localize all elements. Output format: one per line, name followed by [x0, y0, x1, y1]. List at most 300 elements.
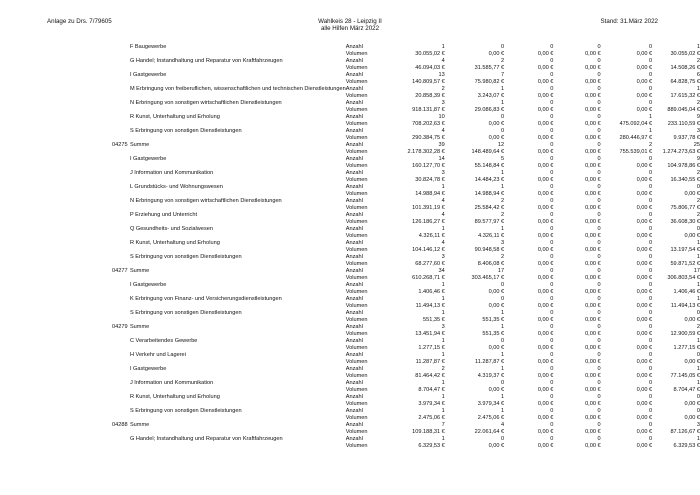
- value-cell: 77.145,05 €: [670, 373, 700, 379]
- table-row: [112, 205, 700, 212]
- value-cell: 0: [649, 212, 653, 218]
- value-cell: 9: [696, 114, 700, 120]
- district-code: [112, 338, 130, 345]
- value-cell: 148.489,64 €: [471, 149, 505, 155]
- value-cell: 0,00 €: [636, 331, 653, 337]
- value-cell: 75.806,77 €: [670, 205, 700, 211]
- value-cell: 17: [497, 268, 505, 274]
- district-code: [112, 359, 130, 366]
- value-cell: 0: [696, 226, 700, 232]
- value-cell: 0: [649, 422, 653, 428]
- value-cell: 109.188,31 €: [412, 429, 445, 435]
- value-cell: 0: [550, 296, 554, 302]
- table-row: [112, 352, 700, 359]
- value-cell: 0: [649, 338, 653, 344]
- value-cell: 1: [696, 44, 700, 50]
- table-row: [112, 359, 700, 366]
- measure-kind: Anzahl: [345, 296, 363, 302]
- district-code: [112, 212, 130, 219]
- district-code: [112, 415, 130, 422]
- value-cell: 0,00 €: [636, 191, 653, 197]
- value-cell: 25: [693, 142, 700, 148]
- value-cell: 0: [550, 72, 554, 78]
- district-code: 04277: [112, 268, 128, 274]
- value-cell: 4.319,37 €: [477, 373, 505, 379]
- table-row: [112, 401, 700, 408]
- value-cell: 104.146,12 €: [412, 247, 445, 253]
- title-line-1: Wahlkeis 28 - Leipzig II: [318, 18, 382, 25]
- value-cell: 3: [696, 128, 700, 134]
- value-cell: 0,00 €: [585, 303, 601, 309]
- district-code: [112, 317, 130, 324]
- value-cell: 0,00 €: [537, 191, 554, 197]
- value-cell: 0,00 €: [636, 177, 653, 183]
- measure-kind: Volumen: [345, 149, 368, 155]
- sector-label: N Erbringung von sonstigen wirtschaftlichen Dienstleistungen: [129, 198, 282, 204]
- value-cell: 8.704,47 €: [418, 387, 445, 393]
- measure-kind: Anzahl: [345, 128, 363, 134]
- value-cell: 0,00 €: [537, 135, 554, 141]
- value-cell: 0: [550, 100, 554, 106]
- measure-kind: Volumen: [345, 331, 368, 337]
- measure-kind: Anzahl: [345, 254, 363, 260]
- measure-kind: Anzahl: [345, 58, 363, 64]
- value-cell: 3.243,07 €: [477, 93, 505, 99]
- value-cell: 0,00 €: [585, 387, 601, 393]
- value-cell: 0: [550, 254, 554, 260]
- value-cell: 0,00 €: [585, 247, 601, 253]
- district-code: 04275: [112, 142, 128, 148]
- document-title: [0, 18, 700, 33]
- district-code: [112, 135, 130, 142]
- district-code: [112, 282, 130, 289]
- value-cell: 708.202,63 €: [412, 121, 445, 127]
- value-cell: 1: [441, 380, 445, 386]
- measure-kind: Volumen: [345, 205, 368, 211]
- measure-kind: Anzahl: [345, 184, 363, 190]
- value-cell: 0,00 €: [585, 443, 601, 449]
- table-row: [112, 261, 700, 268]
- value-cell: 0,00 €: [585, 219, 601, 225]
- value-cell: 0,00 €: [636, 275, 653, 281]
- value-cell: 17.615,32 €: [670, 93, 700, 99]
- value-cell: 0: [649, 436, 653, 442]
- measure-kind: Anzahl: [345, 226, 363, 232]
- table-row: [112, 289, 700, 296]
- sector-label: [130, 51, 346, 58]
- district-code: [112, 352, 130, 359]
- value-cell: 25.584,42 €: [474, 205, 505, 211]
- value-cell: 0: [550, 352, 554, 358]
- value-cell: 13: [438, 72, 445, 78]
- measure-kind: Volumen: [345, 303, 368, 309]
- value-cell: 0: [550, 422, 554, 428]
- table-row: [112, 408, 700, 415]
- value-cell: 0,00 €: [537, 121, 554, 127]
- value-cell: 0: [550, 226, 554, 232]
- value-cell: 889.045,04 €: [667, 107, 700, 113]
- value-cell: 0: [597, 170, 601, 176]
- measure-kind: Anzahl: [345, 170, 363, 176]
- value-cell: 0,00 €: [585, 163, 601, 169]
- district-code: [112, 387, 130, 394]
- value-cell: 14.508,26 €: [670, 65, 700, 71]
- value-cell: 0,00 €: [537, 317, 554, 323]
- value-cell: 0: [550, 58, 554, 64]
- value-cell: 0: [501, 114, 505, 120]
- sector-label: Summe: [129, 268, 150, 274]
- value-cell: 9: [696, 156, 700, 162]
- district-code: [112, 296, 130, 303]
- value-cell: 0,00 €: [585, 359, 601, 365]
- table-row: [112, 331, 700, 338]
- value-cell: 0,00 €: [585, 149, 601, 155]
- value-cell: 0: [649, 282, 653, 288]
- value-cell: 9.937,78 €: [673, 135, 700, 141]
- table-row: [112, 366, 700, 373]
- sector-label: S Erbringung von sonstigen Dienstleistungen: [129, 408, 242, 414]
- sector-label: I Gastgewerbe: [129, 282, 167, 288]
- value-cell: 16.340,55 €: [670, 177, 700, 183]
- value-cell: 11.494,13 €: [415, 303, 445, 309]
- value-cell: 0: [550, 380, 554, 386]
- value-cell: 8.406,08 €: [477, 261, 505, 267]
- value-cell: 6: [696, 72, 700, 78]
- value-cell: 0: [649, 324, 653, 330]
- value-cell: 2: [441, 366, 445, 372]
- sector-label: [130, 121, 346, 128]
- district-code: [112, 86, 130, 93]
- aid-table-body: [112, 44, 700, 450]
- aid-table: [112, 44, 700, 450]
- value-cell: 0: [597, 128, 601, 134]
- value-cell: 7: [441, 422, 445, 428]
- sector-label: [130, 233, 346, 240]
- value-cell: 0: [696, 310, 700, 316]
- sector-label: J Information und Kommunikation: [129, 170, 214, 176]
- value-cell: 0,00 €: [684, 415, 700, 421]
- measure-kind: Anzahl: [345, 338, 363, 344]
- district-code: [112, 240, 130, 247]
- value-cell: 1: [696, 296, 700, 302]
- value-cell: 551,35 €: [482, 317, 505, 323]
- district-code: 04288: [112, 422, 128, 428]
- district-code: [112, 149, 130, 156]
- sector-label: L Grundstücks- und Wohnungswesen: [129, 184, 223, 190]
- sector-label: Summe: [129, 142, 150, 148]
- table-row: [112, 226, 700, 233]
- value-cell: 14.988,94 €: [474, 191, 505, 197]
- measure-kind: Volumen: [345, 359, 368, 365]
- district-code: [112, 289, 130, 296]
- value-cell: 1: [696, 380, 700, 386]
- value-cell: 0,00 €: [537, 289, 554, 295]
- value-cell: 1: [696, 86, 700, 92]
- sector-label: [130, 107, 346, 114]
- district-code: [112, 205, 130, 212]
- value-cell: 4.326,11 €: [418, 233, 445, 239]
- value-cell: 551,35 €: [482, 331, 505, 337]
- value-cell: 64.828,75 €: [670, 79, 700, 85]
- value-cell: 3: [696, 422, 700, 428]
- value-cell: 0: [550, 240, 554, 246]
- sector-label: R Kunst, Unterhaltung und Erholung: [129, 240, 220, 246]
- table-row: [112, 170, 700, 177]
- value-cell: 46.094,03 €: [415, 65, 445, 71]
- value-cell: 4: [501, 422, 505, 428]
- value-cell: 0,00 €: [636, 205, 653, 211]
- table-row: [112, 317, 700, 324]
- value-cell: 8.704,47 €: [673, 387, 700, 393]
- table-row: [112, 191, 700, 198]
- measure-kind: Anzahl: [345, 114, 363, 120]
- sector-label: [130, 219, 346, 226]
- district-code: [112, 380, 130, 387]
- sector-label: [130, 289, 346, 296]
- value-cell: 1: [696, 338, 700, 344]
- measure-kind: Volumen: [345, 373, 368, 379]
- district-code: [112, 79, 130, 86]
- value-cell: 0: [501, 282, 505, 288]
- value-cell: 0,00 €: [636, 93, 653, 99]
- document-reference: Anlage zu Drs. 7/79605: [47, 18, 112, 25]
- value-cell: 0: [696, 352, 700, 358]
- value-cell: 17: [693, 268, 700, 274]
- value-cell: 0: [597, 114, 601, 120]
- table-row: [112, 65, 700, 72]
- value-cell: 0,00 €: [537, 79, 554, 85]
- district-code: [112, 429, 130, 436]
- value-cell: 29.086,83 €: [474, 107, 505, 113]
- table-row: [112, 149, 700, 156]
- measure-kind: Anzahl: [345, 380, 363, 386]
- measure-kind: Volumen: [345, 219, 368, 225]
- value-cell: 0: [649, 310, 653, 316]
- value-cell: 4: [441, 128, 445, 134]
- value-cell: 1: [501, 310, 505, 316]
- table-row: [112, 156, 700, 163]
- value-cell: 0: [597, 366, 601, 372]
- value-cell: 0,00 €: [636, 51, 653, 57]
- table-row: [112, 394, 700, 401]
- sector-label: [130, 163, 346, 170]
- value-cell: 0,00 €: [636, 219, 653, 225]
- table-row: [112, 219, 700, 226]
- district-code: [112, 93, 130, 100]
- table-row: [112, 72, 700, 79]
- measure-kind: Anzahl: [345, 352, 363, 358]
- value-cell: 0: [649, 380, 653, 386]
- value-cell: 4: [441, 240, 445, 246]
- value-cell: 0: [597, 436, 601, 442]
- table-row: [112, 44, 700, 51]
- measure-kind: Volumen: [345, 415, 368, 421]
- value-cell: 10: [438, 114, 445, 120]
- measure-kind: Volumen: [345, 65, 368, 71]
- value-cell: 551,35 €: [423, 317, 445, 323]
- sector-label: [130, 149, 346, 156]
- table-row: [112, 86, 700, 93]
- value-cell: 0,00 €: [585, 205, 601, 211]
- measure-kind: Volumen: [345, 289, 368, 295]
- district-code: [112, 443, 130, 450]
- sector-label: [130, 387, 346, 394]
- value-cell: 0: [649, 170, 653, 176]
- district-code: [112, 261, 130, 268]
- value-cell: 1: [441, 408, 445, 414]
- district-code: [112, 198, 130, 205]
- sector-label: K Erbringung von Finanz- und Versicherungsdienstleistungen: [129, 296, 282, 302]
- value-cell: 0: [696, 394, 700, 400]
- measure-kind: Volumen: [345, 79, 368, 85]
- value-cell: 0: [501, 128, 505, 134]
- value-cell: 1.406,46 €: [673, 289, 700, 295]
- measure-kind: Anzahl: [345, 72, 363, 78]
- value-cell: 2: [696, 324, 700, 330]
- value-cell: 1: [696, 436, 700, 442]
- measure-kind: Anzahl: [345, 44, 363, 50]
- measure-kind: Anzahl: [345, 282, 363, 288]
- sector-label: G Handel; Instandhaltung und Reparatur von Kraftfahrzeugen: [129, 58, 283, 64]
- value-cell: 22.061,64 €: [474, 429, 505, 435]
- value-cell: 6.329,53 €: [673, 443, 700, 449]
- value-cell: 0: [597, 254, 601, 260]
- district-code: [112, 366, 130, 373]
- district-code: [112, 226, 130, 233]
- sector-label: Q Gesundheits- und Sozialwesen: [129, 226, 213, 232]
- value-cell: 0,00 €: [537, 163, 554, 169]
- value-cell: 0: [597, 352, 601, 358]
- sector-label: [130, 317, 346, 324]
- sector-label: Summe: [129, 324, 150, 330]
- value-cell: 6.329,53 €: [418, 443, 445, 449]
- district-code: [112, 247, 130, 254]
- value-cell: 30.055,02 €: [415, 51, 445, 57]
- sector-label: G Handel; Instandhaltung und Reparatur von Kraftfahrzeugen: [129, 436, 283, 442]
- value-cell: 0,00 €: [537, 275, 554, 281]
- value-cell: 0,00 €: [636, 79, 653, 85]
- sector-label: [130, 359, 346, 366]
- value-cell: 1: [441, 436, 445, 442]
- sector-label: [130, 331, 346, 338]
- value-cell: 2.475,06 €: [477, 415, 505, 421]
- table-row: [112, 100, 700, 107]
- value-cell: 0,00 €: [636, 387, 653, 393]
- value-cell: 101.391,19 €: [412, 205, 445, 211]
- value-cell: 0: [550, 408, 554, 414]
- value-cell: 0: [501, 436, 505, 442]
- value-cell: 1.277,15 €: [673, 345, 700, 351]
- value-cell: 1.277,15 €: [418, 345, 445, 351]
- value-cell: 0: [649, 72, 653, 78]
- value-cell: 303.465,17 €: [471, 275, 505, 281]
- sector-label: [130, 275, 346, 282]
- table-row: [112, 380, 700, 387]
- value-cell: 610.268,71 €: [412, 275, 445, 281]
- value-cell: 0,00 €: [585, 275, 601, 281]
- value-cell: 0: [649, 58, 653, 64]
- sector-label: [130, 205, 346, 212]
- table-row: [112, 58, 700, 65]
- value-cell: 11.494,13 €: [670, 303, 700, 309]
- value-cell: 3.979,34 €: [418, 401, 445, 407]
- value-cell: 13.197,54 €: [670, 247, 700, 253]
- sector-label: [130, 415, 346, 422]
- value-cell: 1: [441, 338, 445, 344]
- measure-kind: Anzahl: [345, 324, 363, 330]
- table-row: [112, 142, 700, 149]
- value-cell: 0: [649, 366, 653, 372]
- district-code: [112, 394, 130, 401]
- table-row: [112, 303, 700, 310]
- district-code: [112, 233, 130, 240]
- value-cell: 0,00 €: [636, 345, 653, 351]
- district-code: [112, 107, 130, 114]
- value-cell: 104.978,86 €: [667, 163, 700, 169]
- measure-kind: Volumen: [345, 247, 368, 253]
- value-cell: 0,00 €: [585, 289, 601, 295]
- value-cell: 1: [441, 310, 445, 316]
- measure-kind: Volumen: [345, 317, 368, 323]
- measure-kind: Anzahl: [345, 212, 363, 218]
- value-cell: 1.274.273,63 €: [662, 149, 700, 155]
- district-code: [112, 65, 130, 72]
- value-cell: 0: [550, 170, 554, 176]
- value-cell: 160.127,70 €: [412, 163, 445, 169]
- value-cell: 0: [550, 114, 554, 120]
- value-cell: 3: [441, 254, 445, 260]
- sector-label: [130, 135, 346, 142]
- table-row: [112, 233, 700, 240]
- value-cell: 13.451,94 €: [415, 331, 445, 337]
- sector-label: [130, 65, 346, 72]
- value-cell: 0,00 €: [537, 443, 554, 449]
- value-cell: 0: [597, 310, 601, 316]
- value-cell: 0,00 €: [585, 135, 601, 141]
- district-code: [112, 408, 130, 415]
- table-row: [112, 240, 700, 247]
- table-row: [112, 338, 700, 345]
- sector-label: [130, 247, 346, 254]
- value-cell: 0,00 €: [585, 373, 601, 379]
- value-cell: 0,00 €: [537, 219, 554, 225]
- value-cell: 0,00 €: [585, 233, 601, 239]
- measure-kind: Anzahl: [345, 394, 363, 400]
- value-cell: 0,00 €: [537, 233, 554, 239]
- district-code: [112, 275, 130, 282]
- value-cell: 0,00 €: [585, 345, 601, 351]
- table-row: [112, 443, 700, 450]
- value-cell: 0: [649, 86, 653, 92]
- measure-kind: Anzahl: [345, 100, 363, 106]
- value-cell: 12: [497, 142, 505, 148]
- value-cell: 2: [501, 254, 505, 260]
- sector-label: N Erbringung von sonstigen wirtschaftlichen Dienstleistungen: [129, 100, 282, 106]
- value-cell: 0: [597, 282, 601, 288]
- value-cell: 0: [597, 296, 601, 302]
- value-cell: 0: [649, 198, 653, 204]
- value-cell: 0: [597, 380, 601, 386]
- value-cell: 2: [696, 198, 700, 204]
- district-code: 04279: [112, 324, 128, 330]
- value-cell: 0: [501, 338, 505, 344]
- value-cell: 0: [550, 338, 554, 344]
- measure-kind: Volumen: [345, 93, 368, 99]
- value-cell: 0,00 €: [488, 387, 505, 393]
- value-cell: 1: [501, 184, 505, 190]
- value-cell: 0: [649, 226, 653, 232]
- value-cell: 3: [441, 170, 445, 176]
